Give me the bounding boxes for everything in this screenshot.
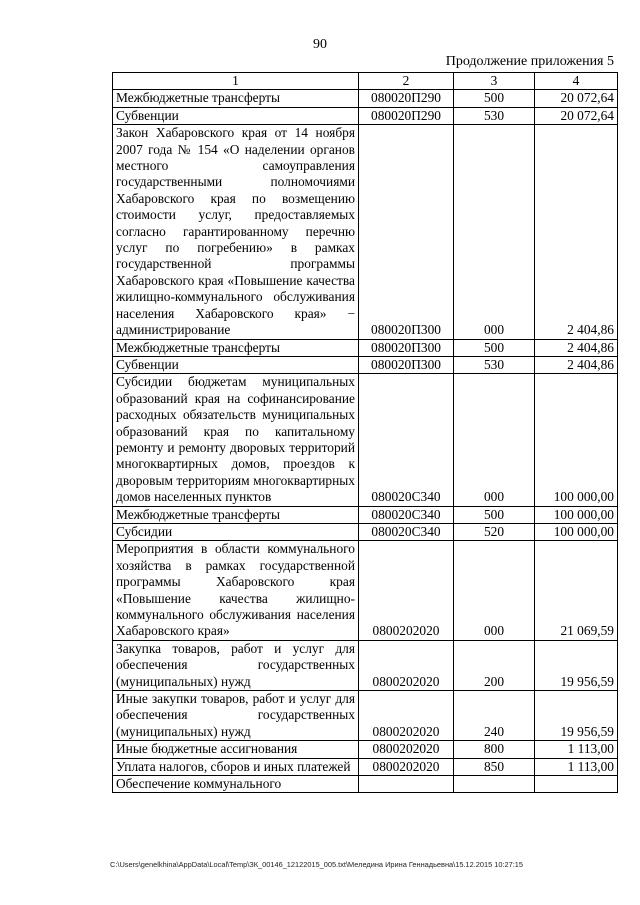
row-code: 0800202020 (359, 640, 454, 690)
table-row (113, 356, 618, 373)
table-row (113, 90, 618, 107)
row-sum: 2 404,86 (535, 356, 618, 373)
header-cell: 1 (113, 73, 359, 90)
header-cell: 3 (454, 73, 535, 90)
row-code: 080020П290 (359, 107, 454, 124)
row-expense-type: 500 (454, 90, 535, 107)
row-expense-type (454, 776, 535, 793)
table-row (113, 541, 618, 640)
table-row (113, 776, 618, 793)
row-sum: 19 956,59 (535, 691, 618, 741)
row-code: 080020П290 (359, 90, 454, 107)
row-sum: 100 000,00 (535, 523, 618, 540)
page-number: 90 (313, 37, 327, 52)
row-code: 080020П300 (359, 339, 454, 356)
table-row (113, 339, 618, 356)
table-row (113, 523, 618, 540)
header-cell: 4 (535, 73, 618, 90)
row-expense-type: 530 (454, 107, 535, 124)
row-expense-type: 850 (454, 758, 535, 775)
table-row (113, 125, 618, 339)
table-row (113, 691, 618, 741)
header-row (113, 73, 618, 90)
header-cell: 2 (359, 73, 454, 90)
row-name: Мероприятия в области коммунального хозяйства в рамках государственной программы Хабаровского края «Повышение качества жилищно-коммунального обслуживания населения Хабаровского края» (113, 541, 359, 640)
row-name: Обеспечение коммунального (113, 776, 359, 793)
table-row (113, 758, 618, 775)
table-row (113, 374, 618, 506)
row-sum: 1 113,00 (535, 741, 618, 758)
row-code: 0800202020 (359, 741, 454, 758)
row-name: Уплата налогов, сборов и иных платежей (113, 758, 359, 775)
row-name: Субвенции (113, 107, 359, 124)
row-expense-type: 240 (454, 691, 535, 741)
row-name: Субсидии (113, 523, 359, 540)
row-sum: 21 069,59 (535, 541, 618, 640)
row-code (359, 776, 454, 793)
row-expense-type: 800 (454, 741, 535, 758)
row-sum: 1 113,00 (535, 758, 618, 775)
row-code: 080020С340 (359, 523, 454, 540)
row-sum: 20 072,64 (535, 90, 618, 107)
row-sum: 2 404,86 (535, 339, 618, 356)
row-sum: 19 956,59 (535, 640, 618, 690)
row-expense-type: 500 (454, 506, 535, 523)
row-name: Субсидии бюджетам муниципальных образований края на софинансирование расходных обязательств муниципальных образований края по капитальному ремонту и ремонту дворовых территорий многоквартирных домов, проездов к дворовым территориям многоквартирных домов населенных пунктов (113, 374, 359, 506)
row-code: 080020С340 (359, 374, 454, 506)
row-code: 0800202020 (359, 541, 454, 640)
row-sum (535, 776, 618, 793)
row-code: 080020П300 (359, 125, 454, 339)
row-code: 080020С340 (359, 506, 454, 523)
row-sum: 20 072,64 (535, 107, 618, 124)
row-name: Субвенции (113, 356, 359, 373)
table-row (113, 506, 618, 523)
row-name: Иные закупки товаров, работ и услуг для обеспечения государственных (муниципальных) нужд (113, 691, 359, 741)
row-name: Закупка товаров, работ и услуг для обеспечения государственных (муниципальных) нужд (113, 640, 359, 690)
row-expense-type: 000 (454, 374, 535, 506)
row-expense-type: 500 (454, 339, 535, 356)
row-code: 080020П300 (359, 356, 454, 373)
row-name: Межбюджетные трансферты (113, 506, 359, 523)
table-row (113, 640, 618, 690)
row-sum: 100 000,00 (535, 374, 618, 506)
row-sum: 2 404,86 (535, 125, 618, 339)
row-name: Межбюджетные трансферты (113, 90, 359, 107)
footer-file-path: C:\Users\genelkhina\AppData\Local\Temp\ЗК_00146_12122015_005.txt\Меледина Ирина Геннадьевна\15.12.2015 10:27:15 (110, 860, 524, 869)
row-expense-type: 000 (454, 125, 535, 339)
row-expense-type: 530 (454, 356, 535, 373)
row-name: Закон Хабаровского края от 14 ноября 2007 года № 154 «О наделении органов местного самоуправления государственными полномочиями Хабаровского края по возмещению стоимости услуг, предоставляемых согласно гарантированному перечню услуг по погребению» в рамках государственной программы Хабаровского края «Повышение качества жилищно-коммунального обслуживания населения Хабаровского края» − администрирование (113, 125, 359, 339)
table-row (113, 107, 618, 124)
row-code: 0800202020 (359, 758, 454, 775)
row-expense-type: 520 (454, 523, 535, 540)
row-expense-type: 000 (454, 541, 535, 640)
budget-table (112, 72, 618, 793)
continuation-note: Продолжение приложения 5 (445, 54, 614, 69)
table-row (113, 741, 618, 758)
row-code: 0800202020 (359, 691, 454, 741)
row-expense-type: 200 (454, 640, 535, 690)
row-name: Межбюджетные трансферты (113, 339, 359, 356)
row-name: Иные бюджетные ассигнования (113, 741, 359, 758)
row-sum: 100 000,00 (535, 506, 618, 523)
